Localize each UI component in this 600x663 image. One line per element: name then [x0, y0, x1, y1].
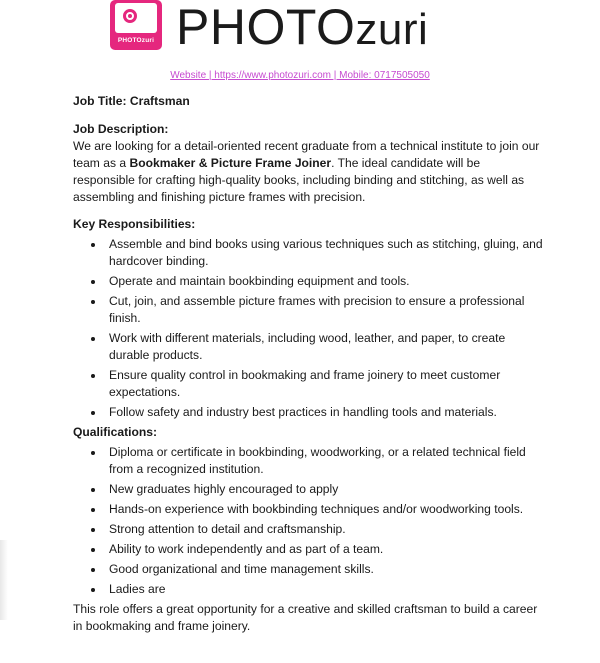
camera-icon [123, 9, 137, 23]
list-item: New graduates highly encouraged to apply [109, 481, 543, 498]
brand-name-main: PHOTO [176, 0, 356, 55]
list-item: Assemble and bind books using various techniques such as stitching, gluing, and hardcover binding. [109, 237, 543, 268]
description-text-start: We are looking for a detail-oriented recent graduate from a technical institute to join our team as a [73, 139, 540, 170]
logo-frame [115, 3, 157, 33]
description-text [73, 138, 543, 206]
logo-text: PHOTOzuri [117, 37, 155, 44]
brand-name [176, 0, 428, 58]
list-item: Hands-on experience with bookbinding techniques and/or woodworking tools. [109, 501, 543, 518]
job-title: Job Title: Craftsman [73, 94, 190, 108]
list-item: Operate and maintain bookbinding equipment and tools. [109, 273, 543, 290]
list-item: Ensure quality control in bookmaking and frame joinery to meet customer expectations. [109, 367, 543, 401]
description-heading: Job Description: [73, 122, 169, 136]
header [0, 0, 600, 62]
page-edge-shadow [0, 540, 8, 620]
list-item: Good organizational and time management skills. [109, 561, 543, 578]
responsibilities-heading: Key Responsibilities: [73, 217, 196, 231]
closing-paragraph: This role offers a great opportunity for a creative and skilled craftsman to build a career in bookmaking and frame joinery. [73, 602, 538, 633]
qualifications-heading: Qualifications: [73, 425, 157, 439]
responsibilities-list [73, 236, 543, 421]
list-item: Follow safety and industry best practices in handling tools and materials. [109, 404, 543, 421]
contact-line[interactable]: Website | https://www.photozuri.com | Mobile: 0717505050 [170, 70, 430, 81]
brand-name-sub: zuri [355, 5, 429, 54]
description-text-end: . The ideal candidate will be responsible for crafting high-quality books, including binding and stitching, as well as assembling and finishing picture frames with precision. [73, 156, 525, 204]
list-item: Work with different materials, including wood, leather, and paper, to create durable products. [109, 330, 543, 364]
list-item: Ladies are [109, 581, 543, 598]
role-name: Bookmaker & Picture Frame Joiner [129, 156, 332, 170]
list-item: Diploma or certificate in bookbinding, woodworking, or a related technical field from a recognized institution. [109, 444, 543, 478]
posting-body [73, 93, 543, 635]
brand-logo [110, 0, 162, 50]
list-item: Cut, join, and assemble picture frames with precision to ensure a professional finish. [109, 293, 543, 327]
qualifications-list [73, 444, 543, 598]
list-item: Strong attention to detail and craftsmanship. [109, 521, 543, 538]
list-item: Ability to work independently and as part of a team. [109, 541, 543, 558]
